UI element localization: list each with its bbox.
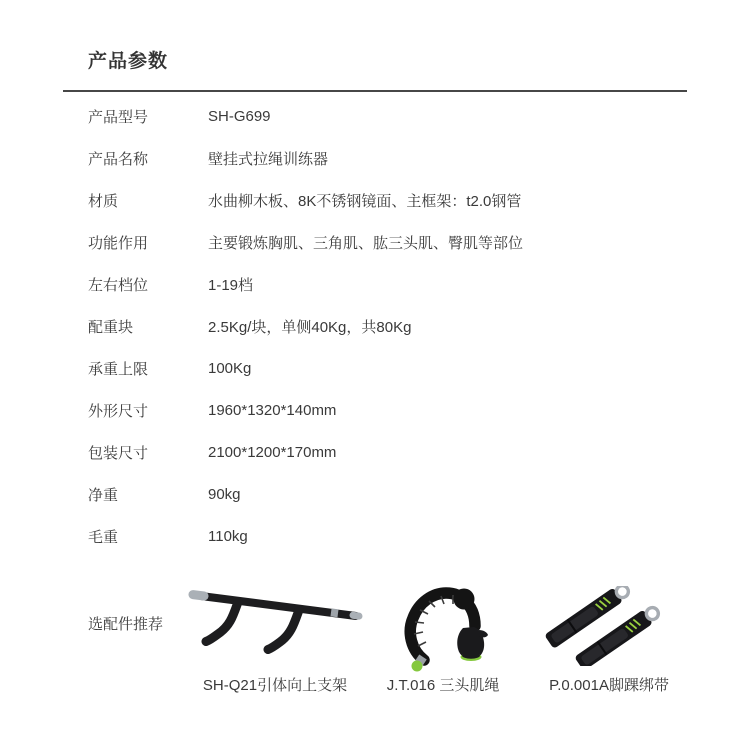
spec-value: 1960*1320*140mm [208, 401, 337, 419]
accessory-pullup-bar [195, 583, 355, 695]
spec-row-max-load [63, 347, 687, 389]
accessory-triceps-rope [370, 583, 516, 695]
spec-label: 净重 [88, 486, 119, 504]
spec-value: 90kg [208, 485, 241, 503]
spec-row-material [63, 179, 687, 221]
accessories-label: 选配件推荐 [88, 616, 164, 633]
accessory-caption: SH-Q21引体向上支架 [202, 677, 348, 694]
spec-label: 配重块 [88, 318, 134, 336]
spec-value: 主要锻炼胸肌、三角肌、肱三头肌、臀肌等部位 [208, 234, 524, 252]
spec-value: SH-G699 [208, 107, 271, 125]
pullup-bar-icon [188, 583, 363, 669]
spec-label: 产品型号 [88, 108, 149, 126]
spec-sheet [63, 0, 687, 695]
page-title: 产品参数 [88, 51, 169, 72]
spec-value: 壁挂式拉绳训练器 [208, 150, 329, 168]
spec-label: 承重上限 [88, 360, 149, 378]
spec-row-name [63, 137, 687, 179]
spec-value: 2100*1200*170mm [208, 443, 337, 461]
triceps-rope-icon [391, 583, 496, 669]
accessories-section [63, 583, 687, 695]
spec-value: 2.5Kg/块，单侧40Kg，共80Kg [208, 318, 412, 336]
spec-label: 毛重 [88, 528, 119, 546]
spec-label: 包装尺寸 [88, 444, 149, 462]
spec-value: 110kg [208, 527, 248, 545]
spec-label: 左右档位 [88, 276, 149, 294]
spec-label: 外形尺寸 [88, 402, 149, 420]
spec-label: 产品名称 [88, 150, 149, 168]
accessory-caption: P.0.001A脚踝绑带 [549, 677, 669, 694]
spec-row-net-weight [63, 473, 687, 515]
title-divider [63, 90, 687, 92]
spec-label: 材质 [88, 192, 119, 210]
spec-row-dimensions [63, 389, 687, 431]
spec-row-gears [63, 263, 687, 305]
spec-value: 100Kg [208, 359, 252, 377]
spec-row-gross-weight [63, 515, 687, 557]
spec-value: 水曲柳木板、8K不锈钢镜面、主框架：t2.0钢管 [208, 192, 522, 210]
spec-row-function [63, 221, 687, 263]
spec-value: 1-19档 [208, 276, 254, 294]
spec-table [63, 95, 687, 557]
accessory-caption: J.T.016 三头肌绳 [386, 677, 500, 694]
accessory-ankle-straps [531, 583, 687, 695]
spec-label: 功能作用 [88, 234, 149, 252]
ankle-straps-icon [539, 583, 679, 669]
spec-row-package-size [63, 431, 687, 473]
spec-row-model [63, 95, 687, 137]
spec-row-weight-blocks [63, 305, 687, 347]
